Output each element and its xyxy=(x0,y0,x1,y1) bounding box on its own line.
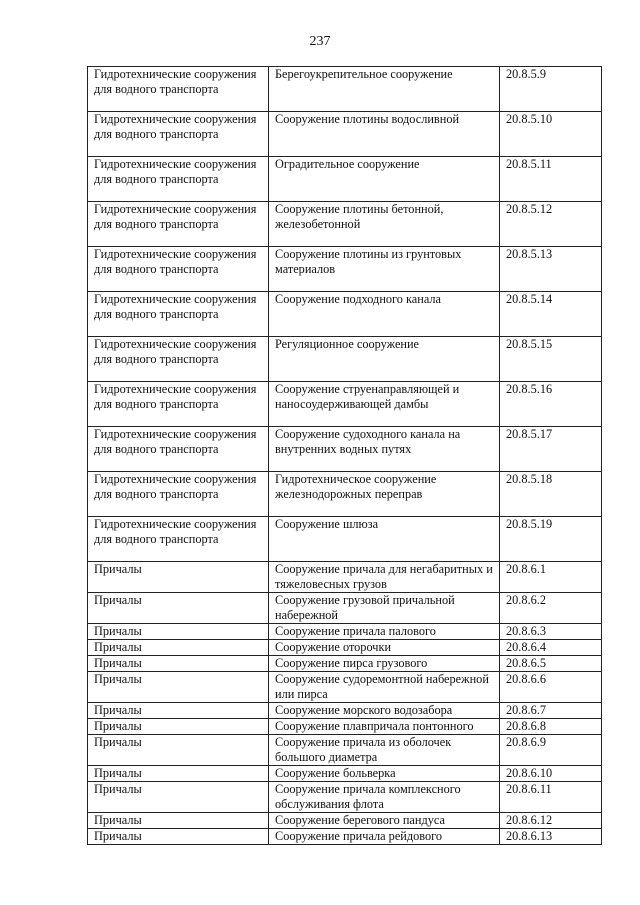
structure-name-cell: Сооружение плавпричала понтонного xyxy=(269,719,500,735)
registry-table xyxy=(87,66,602,845)
structure-type-cell: Причалы xyxy=(88,719,269,735)
structure-type-cell: Гидротехнические сооружения для водного транспорта xyxy=(88,517,269,562)
registry-table-body xyxy=(88,67,602,845)
table-row xyxy=(88,735,602,766)
structure-name-cell: Регуляционное сооружение xyxy=(269,337,500,382)
classification-code-cell: 20.8.5.12 xyxy=(500,202,602,247)
structure-name-cell: Гидротехническое сооружение железнодорожных переправ xyxy=(269,472,500,517)
table-row xyxy=(88,562,602,593)
structure-type-cell: Причалы xyxy=(88,640,269,656)
structure-name-cell: Сооружение причала палового xyxy=(269,624,500,640)
structure-name-cell: Сооружение судоходного канала на внутренних водных путях xyxy=(269,427,500,472)
structure-name-cell: Сооружение причала комплексного обслуживания флота xyxy=(269,782,500,813)
classification-code-cell: 20.8.5.17 xyxy=(500,427,602,472)
structure-type-cell: Гидротехнические сооружения для водного транспорта xyxy=(88,292,269,337)
structure-type-cell: Причалы xyxy=(88,813,269,829)
table-row xyxy=(88,517,602,562)
structure-name-cell: Сооружение пирса грузового xyxy=(269,656,500,672)
table-row xyxy=(88,624,602,640)
table-row xyxy=(88,382,602,427)
structure-name-cell: Сооружение подходного канала xyxy=(269,292,500,337)
classification-code-cell: 20.8.5.14 xyxy=(500,292,602,337)
structure-type-cell: Гидротехнические сооружения для водного транспорта xyxy=(88,427,269,472)
table-row xyxy=(88,247,602,292)
table-row xyxy=(88,292,602,337)
structure-name-cell: Сооружение причала из оболочек большого диаметра xyxy=(269,735,500,766)
structure-type-cell: Причалы xyxy=(88,593,269,624)
table-row xyxy=(88,593,602,624)
structure-name-cell: Сооружение плотины из грунтовых материалов xyxy=(269,247,500,292)
classification-code-cell: 20.8.6.5 xyxy=(500,656,602,672)
table-row xyxy=(88,202,602,247)
table-row xyxy=(88,672,602,703)
structure-type-cell: Причалы xyxy=(88,782,269,813)
structure-name-cell: Сооружение оторочки xyxy=(269,640,500,656)
classification-code-cell: 20.8.5.15 xyxy=(500,337,602,382)
structure-name-cell: Сооружение шлюза xyxy=(269,517,500,562)
classification-code-cell: 20.8.5.10 xyxy=(500,112,602,157)
structure-name-cell: Сооружение причала рейдового xyxy=(269,829,500,845)
structure-name-cell: Оградительное сооружение xyxy=(269,157,500,202)
structure-name-cell: Сооружение струенаправляющей и наносоудерживающей дамбы xyxy=(269,382,500,427)
table-row xyxy=(88,67,602,112)
structure-name-cell: Сооружение больверка xyxy=(269,766,500,782)
structure-type-cell: Гидротехнические сооружения для водного транспорта xyxy=(88,202,269,247)
classification-code-cell: 20.8.5.16 xyxy=(500,382,602,427)
classification-code-cell: 20.8.6.11 xyxy=(500,782,602,813)
table-row xyxy=(88,472,602,517)
classification-code-cell: 20.8.6.10 xyxy=(500,766,602,782)
structure-type-cell: Причалы xyxy=(88,672,269,703)
structure-type-cell: Причалы xyxy=(88,735,269,766)
classification-code-cell: 20.8.6.7 xyxy=(500,703,602,719)
classification-code-cell: 20.8.5.19 xyxy=(500,517,602,562)
structure-type-cell: Причалы xyxy=(88,656,269,672)
table-row xyxy=(88,766,602,782)
table-row xyxy=(88,719,602,735)
structure-name-cell: Сооружение судоремонтной набережной или пирса xyxy=(269,672,500,703)
structure-name-cell: Берегоукрепительное сооружение xyxy=(269,67,500,112)
classification-code-cell: 20.8.5.13 xyxy=(500,247,602,292)
classification-code-cell: 20.8.6.2 xyxy=(500,593,602,624)
structure-name-cell: Сооружение плотины бетонной, железобетонной xyxy=(269,202,500,247)
table-row xyxy=(88,427,602,472)
structure-type-cell: Причалы xyxy=(88,766,269,782)
structure-type-cell: Гидротехнические сооружения для водного транспорта xyxy=(88,472,269,517)
structure-type-cell: Гидротехнические сооружения для водного транспорта xyxy=(88,67,269,112)
structure-type-cell: Гидротехнические сооружения для водного транспорта xyxy=(88,157,269,202)
structure-name-cell: Сооружение плотины водосливной xyxy=(269,112,500,157)
table-row xyxy=(88,813,602,829)
structure-type-cell: Гидротехнические сооружения для водного транспорта xyxy=(88,337,269,382)
structure-type-cell: Гидротехнические сооружения для водного транспорта xyxy=(88,382,269,427)
table-row xyxy=(88,337,602,382)
classification-code-cell: 20.8.6.3 xyxy=(500,624,602,640)
table-row xyxy=(88,829,602,845)
table-row xyxy=(88,640,602,656)
table-row xyxy=(88,703,602,719)
classification-code-cell: 20.8.6.6 xyxy=(500,672,602,703)
classification-code-cell: 20.8.5.11 xyxy=(500,157,602,202)
classification-code-cell: 20.8.5.9 xyxy=(500,67,602,112)
classification-code-cell: 20.8.6.8 xyxy=(500,719,602,735)
table-row xyxy=(88,782,602,813)
classification-code-cell: 20.8.6.1 xyxy=(500,562,602,593)
classification-code-cell: 20.8.5.18 xyxy=(500,472,602,517)
classification-code-cell: 20.8.6.9 xyxy=(500,735,602,766)
structure-type-cell: Причалы xyxy=(88,829,269,845)
structure-type-cell: Гидротехнические сооружения для водного транспорта xyxy=(88,247,269,292)
classification-code-cell: 20.8.6.12 xyxy=(500,813,602,829)
structure-type-cell: Гидротехнические сооружения для водного транспорта xyxy=(88,112,269,157)
structure-type-cell: Причалы xyxy=(88,703,269,719)
classification-code-cell: 20.8.6.13 xyxy=(500,829,602,845)
structure-name-cell: Сооружение причала для негабаритных и тяжеловесных грузов xyxy=(269,562,500,593)
table-row xyxy=(88,157,602,202)
table-row xyxy=(88,112,602,157)
structure-type-cell: Причалы xyxy=(88,624,269,640)
structure-name-cell: Сооружение морского водозабора xyxy=(269,703,500,719)
structure-name-cell: Сооружение берегового пандуса xyxy=(269,813,500,829)
classification-code-cell: 20.8.6.4 xyxy=(500,640,602,656)
structure-name-cell: Сооружение грузовой причальной набережной xyxy=(269,593,500,624)
structure-type-cell: Причалы xyxy=(88,562,269,593)
page-number: 237 xyxy=(309,34,331,49)
table-row xyxy=(88,656,602,672)
